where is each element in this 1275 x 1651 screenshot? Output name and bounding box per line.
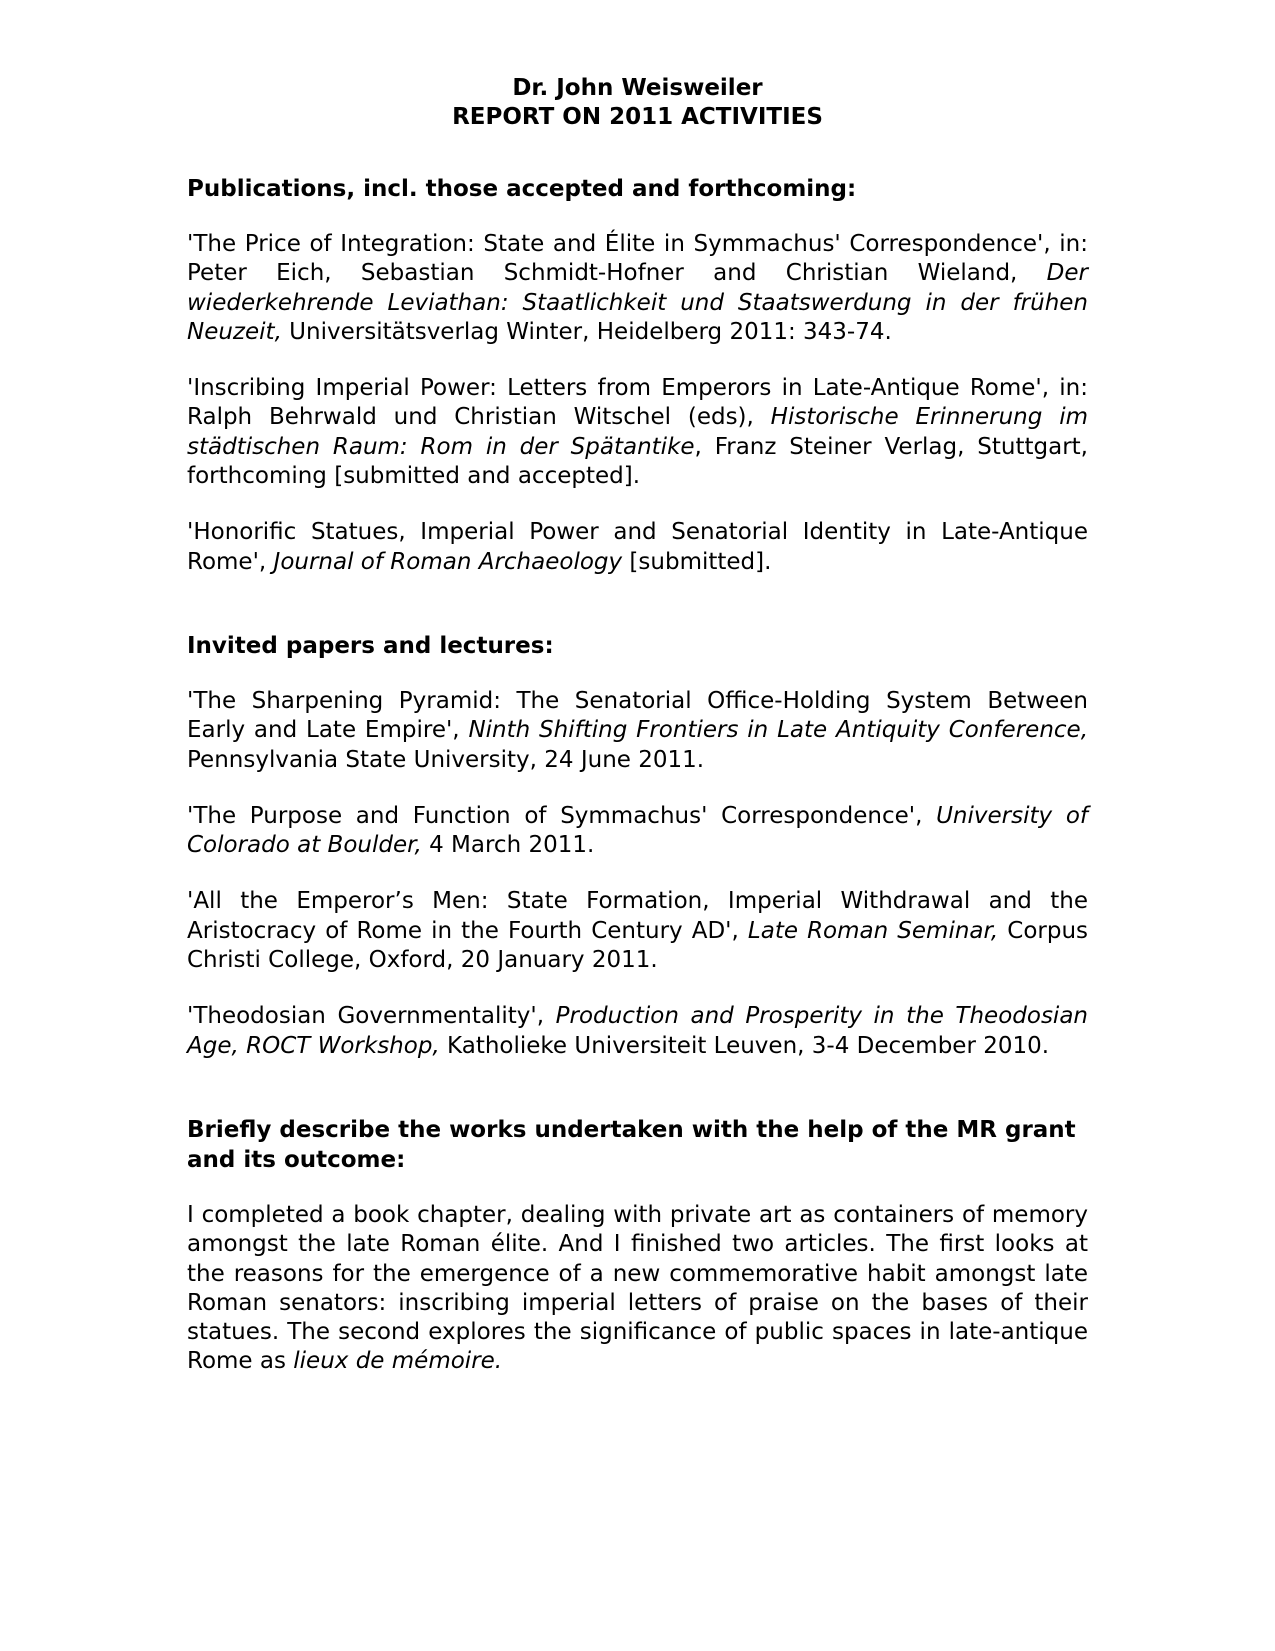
lecture-entry: 'Theodosian Governmentality', Production and Prosperity in the Theodosian Age, ROCT Workshop, Katholieke Universiteit Leuven, 3-4 December 2010. [187, 1003, 1088, 1059]
publication-entry: 'Inscribing Imperial Power: Letters from Emperors in Late-Antique Rome', in: Ralph Behrwald und Christian Witschel (eds), Historische Erinnerung im städtischen Raum: Rom in der Spätantike, Franz Steiner Verlag, Stuttgart, forthcoming [submitted and accepted]. [187, 375, 1088, 490]
report-title: REPORT ON 2011 ACTIVITIES [452, 104, 823, 130]
author-name: Dr. John Weisweiler [512, 75, 763, 101]
lectures-heading: Invited papers and lectures: [187, 632, 554, 659]
publication-entry: 'The Price of Integration: State and Élite in Symmachus' Correspondence', in: Peter Eich, Sebastian Schmidt-Hofner and Christian Wieland, Der wiederkehrende Leviathan: Staatlichkeit und Staatswerdung in der frühen Neuzeit, Universitätsverlag Winter, Heidelberg 2011: 343-74. [187, 231, 1088, 345]
publication-entry: 'Honorific Statues, Imperial Power and Senatorial Identity in Late-Antique Rome', Journal of Roman Archaeology [submitted]. [187, 519, 1088, 575]
lecture-entry: 'The Sharpening Pyramid: The Senatorial Office-Holding System Between Early and Late Empire', Ninth Shifting Frontiers in Late Antiquity Conference, Pennsylvania State University, 24 June 2011. [187, 687, 1088, 773]
grant-heading: Briefly describe the works undertaken with the help of the MR grant and its outcome: [187, 1116, 1076, 1173]
publications-heading: Publications, incl. those accepted and forthcoming: [187, 176, 857, 202]
report-header [187, 74, 1088, 132]
grant-description: I completed a book chapter, dealing with private art as containers of memory amongst the late Roman élite. And I finished two articles. The first looks at the reasons for the emergence of a new commemorative habit amongst late Roman senators: inscribing imperial letters of praise on the bases of their statues. The second explores the significance of public spaces in late-antique Rome as lieux de mémoire. [187, 1201, 1088, 1375]
lecture-entry: 'The Purpose and Function of Symmachus' Correspondence', University of Colorado at Boulder, 4 March 2011. [187, 802, 1088, 859]
lecture-entry: 'All the Emperor’s Men: State Formation, Imperial Withdrawal and the Aristocracy of Rome in the Fourth Century AD', Late Roman Seminar, Corpus Christi College, Oxford, 20 January 2011. [187, 888, 1089, 974]
document-page [187, 74, 1088, 1377]
